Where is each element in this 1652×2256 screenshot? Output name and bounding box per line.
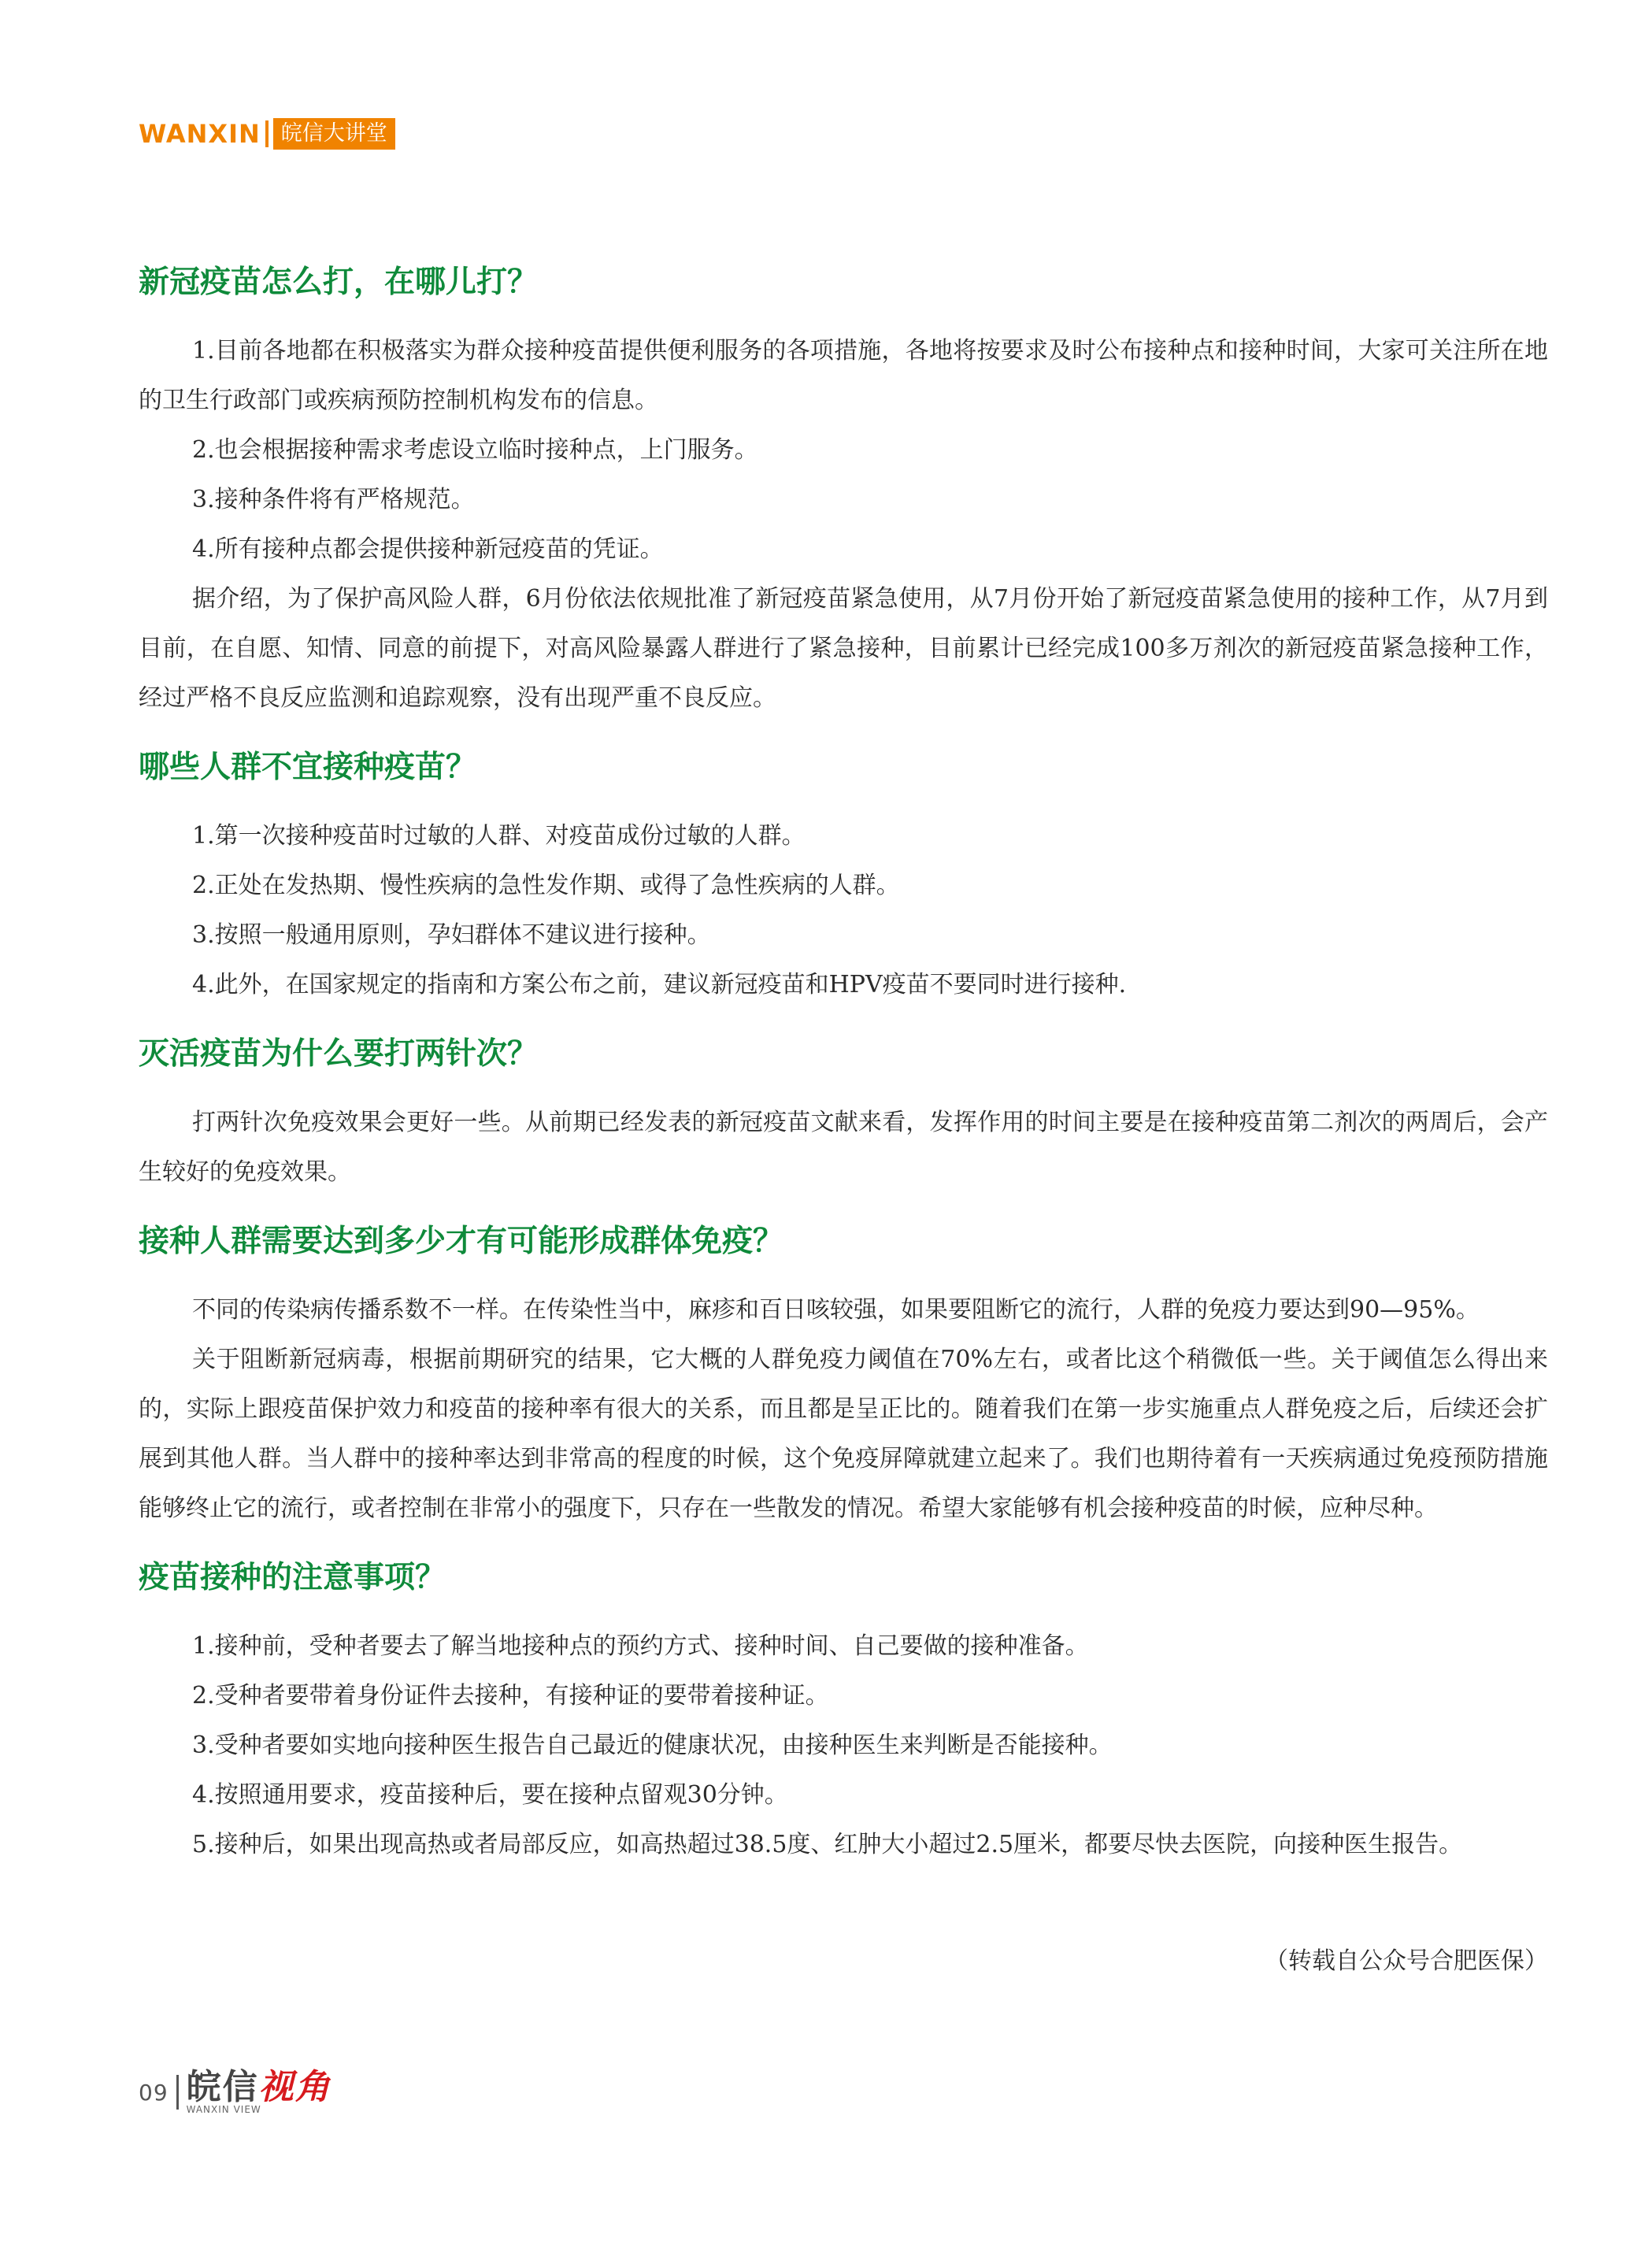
paragraph: 关于阻断新冠病毒，根据前期研究的结果，它大概的人群免疫力阈值在70%左右，或者比这个稍微低一些。关于阈值怎么得出来的，实际上跟疫苗保护效力和疫苗的接种率有很大的关系，而且都是呈正比的。随着我们在第一步实施重点人群免疫之后，后续还会扩展到其他人群。当人群中的接种率达到非常高的程度的时候，这个免疫屏障就建立起来了。我们也期待着有一天疾病通过免疫预防措施能够终止它的流行，或者控制在非常小的强度下，只存在一些散发的情况。希望大家能够有机会接种疫苗的时候，应种尽种。: [139, 1346, 1548, 1522]
paragraph: 1.接种前，受种者要去了解当地接种点的预约方式、接种时间、自己要做的接种准备。: [192, 1632, 1089, 1660]
magazine-english-name: WANXIN VIEW: [186, 2104, 261, 2115]
paragraph: 3.按照一般通用原则，孕妇群体不建议进行接种。: [192, 921, 711, 949]
paragraph: 4.所有接种点都会提供接种新冠疫苗的凭证。: [192, 535, 664, 563]
section-precautions: [139, 1555, 1548, 1869]
section-two-doses: [139, 1032, 1548, 1197]
paragraph: 1.目前各地都在积极落实为群众接种疫苗提供便利服务的各项措施，各地将按要求及时公布接种点和接种时间，大家可关注所在地的卫生行政部门或疾病预防控制机构发布的信息。: [139, 337, 1548, 414]
section-title: 疫苗接种的注意事项？: [139, 1559, 446, 1595]
section-title: 接种人群需要达到多少才有可能形成群体免疫？: [139, 1223, 784, 1259]
magazine-title-part-a: 皖信: [186, 2067, 259, 2107]
paragraph: 2.正处在发热期、慢性疾病的急性发作期、或得了急性疾病的人群。: [192, 872, 900, 899]
section-where-to-vaccinate: [139, 260, 1548, 723]
magazine-title: [187, 2069, 332, 2106]
paragraph: 4.此外，在国家规定的指南和方案公布之前，建议新冠疫苗和HPV疫苗不要同时进行接种.: [192, 971, 1127, 998]
brand-divider: [265, 120, 269, 147]
magazine-header: [139, 117, 395, 151]
magazine-title-part-b: 视角: [258, 2067, 332, 2107]
paragraph: 3.受种者要如实地向接种医生报告自己最近的健康状况，由接种医生来判断是否能接种。: [192, 1732, 1113, 1759]
paragraph: 打两针次免疫效果会更好一些。从前期已经发表的新冠疫苗文献来看，发挥作用的时间主要是在接种疫苗第二剂次的两周后，会产生较好的免疫效果。: [139, 1109, 1548, 1186]
paragraph: 3.接种条件将有严格规范。: [192, 486, 475, 513]
page-number: 09: [139, 2079, 169, 2106]
paragraph: 不同的传染病传播系数不一样。在传染性当中，麻疹和百日咳较强，如果要阻断它的流行，人群的免疫力要达到90—95%。: [192, 1296, 1480, 1324]
paragraph: 2.受种者要带着身份证件去接种，有接种证的要带着接种证。: [192, 1682, 829, 1710]
column-tag: 皖信大讲堂: [273, 118, 395, 150]
section-herd-immunity: [139, 1219, 1548, 1533]
brand-name: WANXIN: [139, 119, 261, 149]
article-body: [139, 260, 1548, 1891]
source-credit: （转载自公众号合肥医保）: [1265, 1947, 1548, 1975]
section-title: 灭活疫苗为什么要打两针次？: [139, 1035, 539, 1072]
paragraph: 据介绍，为了保护高风险人群，6月份依法依规批准了新冠疫苗紧急使用，从7月份开始了新冠疫苗紧急使用的接种工作，从7月到目前，在自愿、知情、同意的前提下，对高风险暴露人群进行了紧急接种，目前累计已经完成100多万剂次的新冠疫苗紧急接种工作，经过严格不良反应监测和追踪观察，没有出现严重不良反应。: [139, 585, 1548, 712]
section-unsuitable-groups: [139, 745, 1548, 1009]
paragraph: 4.按照通用要求，疫苗接种后，要在接种点留观30分钟。: [192, 1781, 788, 1809]
paragraph: 5.接种后，如果出现高热或者局部反应，如高热超过38.5度、红肿大小超过2.5厘米，都要尽快去医院，向接种医生报告。: [192, 1831, 1463, 1858]
magazine-logo: [187, 2069, 332, 2115]
section-title: 哪些人群不宜接种疫苗？: [139, 749, 477, 785]
footer-divider: [176, 2075, 179, 2110]
page-footer: [139, 2069, 332, 2115]
section-title: 新冠疫苗怎么打，在哪儿打？: [139, 264, 539, 300]
paragraph: 2.也会根据接种需求考虑设立临时接种点，上门服务。: [192, 436, 758, 464]
paragraph: 1.第一次接种疫苗时过敏的人群、对疫苗成份过敏的人群。: [192, 822, 806, 850]
